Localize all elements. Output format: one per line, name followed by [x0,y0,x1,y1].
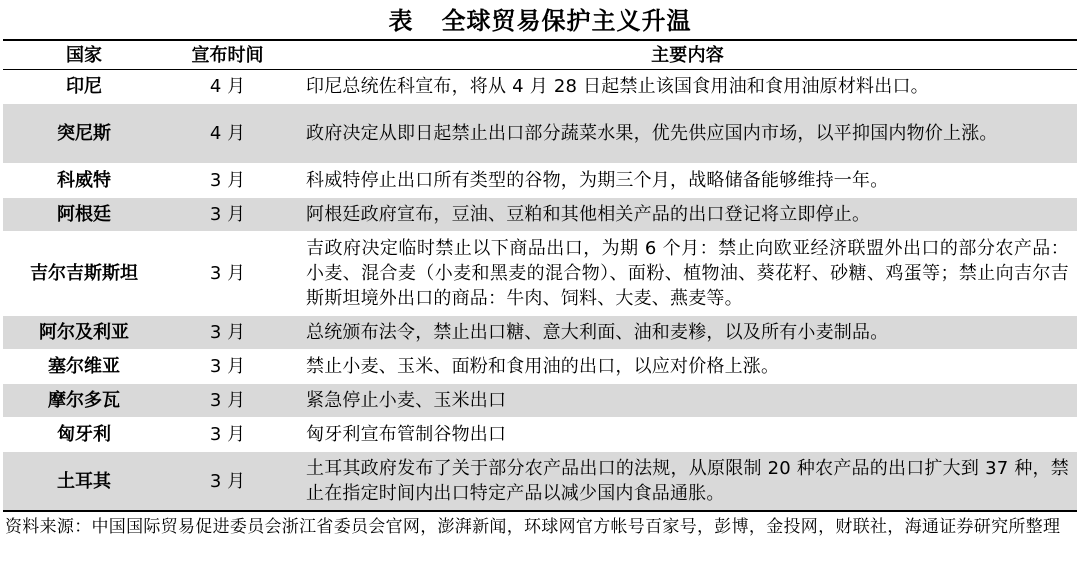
time-cell: 3 月 [209,170,246,191]
content-cell: 阿根廷政府宣布，豆油、豆粕和其他相关产品的出口登记将立即停止。 [306,204,871,225]
country-cell: 突尼斯 [57,123,111,144]
table-row [3,452,1077,510]
content-cell: 政府决定从即日起禁止出口部分蔬菜水果，优先供应国内市场，以平抑国内物价上涨。 [306,123,998,144]
trade-protection-table [3,39,1077,512]
table-row [3,70,1077,104]
country-cell: 科威特 [57,170,111,191]
table-row [3,164,1077,198]
content-cell: 吉政府决定临时禁止以下商品出口，为期 6 个月：禁止向欧亚经济联盟外出口的部分农产品：小麦、混合麦（小麦和黑麦的混合物）、面粉、植物油、葵花籽、砂糖、鸡蛋等；禁止向吉尔吉斯斯坦境外出口的商品：牛肉、饲料、大麦、燕麦等。 [306,238,1069,309]
table-header-row [3,41,1077,70]
header-content: 主要内容 [651,44,724,66]
time-cell: 3 月 [209,390,246,411]
country-cell: 塞尔维亚 [48,356,120,377]
table-row [3,418,1077,452]
table-row [3,232,1077,316]
table-row [3,316,1077,350]
table-title [0,4,1080,38]
content-cell: 禁止小麦、玉米、面粉和食用油的出口，以应对价格上涨。 [306,356,780,377]
content-cell: 印尼总统佐科宣布，将从 4 月 28 日起禁止该国食用油和食用油原材料出口。 [306,76,929,97]
content-cell: 紧急停止小麦、玉米出口 [306,390,507,411]
header-time: 宣布时间 [191,44,264,66]
table-row [3,104,1077,164]
country-cell: 匈牙利 [57,424,111,445]
country-cell: 阿尔及利亚 [39,322,129,343]
content-cell: 总统颁布法令，禁止出口糖、意大利面、油和麦糁，以及所有小麦制品。 [306,322,889,343]
time-cell: 3 月 [209,424,246,445]
header-country: 国家 [66,44,102,66]
time-cell: 3 月 [209,204,246,225]
country-cell: 吉尔吉斯斯坦 [30,263,138,284]
source-note: 资料来源：中国国际贸易促进委员会浙江省委员会官网，澎湃新闻，环球网官方帐号百家号，彭博，金投网，财联社，海通证券研究所整理 [5,517,1061,537]
content-cell: 科威特停止出口所有类型的谷物，为期三个月，战略储备能够维持一年。 [306,170,889,191]
content-cell: 土耳其政府发布了关于部分农产品出口的法规，从原限制 20 种农产品的出口扩大到 37 种，禁止在指定时间内出口特定产品以减少国内食品通胀。 [306,458,1069,504]
time-cell: 3 月 [209,470,246,492]
time-cell: 4 月 [209,123,246,144]
country-cell: 阿根廷 [57,204,111,225]
country-cell: 土耳其 [57,470,111,492]
time-cell: 3 月 [209,356,246,377]
table-title-text: 全球贸易保护主义升温 [441,6,692,35]
country-cell: 摩尔多瓦 [48,390,120,411]
table-title-prefix: 表 [388,6,414,35]
time-cell: 3 月 [209,263,246,284]
country-cell: 印尼 [66,76,102,97]
table-row [3,350,1077,384]
time-cell: 3 月 [209,322,246,343]
table-row [3,198,1077,232]
content-cell: 匈牙利宣布管制谷物出口 [306,424,507,445]
table-row [3,384,1077,418]
time-cell: 4 月 [209,76,246,97]
